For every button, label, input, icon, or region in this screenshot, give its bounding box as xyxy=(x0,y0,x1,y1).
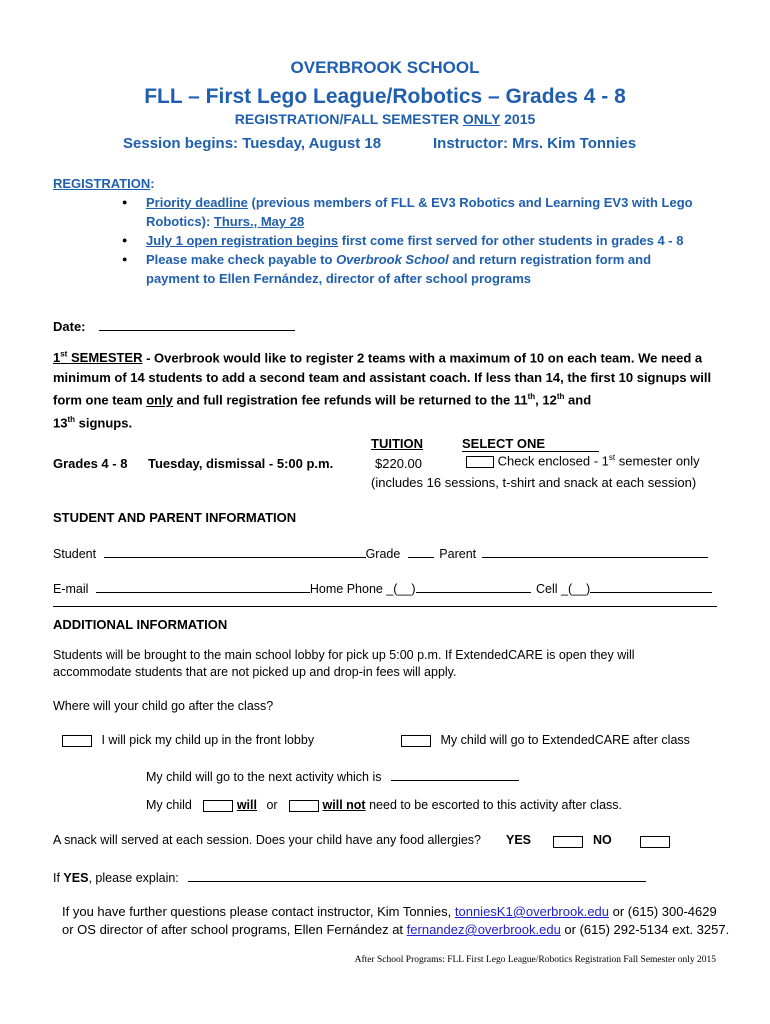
registration-semester: REGISTRATION/FALL SEMESTER ONLY 2015 xyxy=(234,111,536,127)
student-info-heading: STUDENT AND PARENT INFORMATION xyxy=(53,510,297,525)
pickup-paragraph: Students will be brought to the main school lobby for pick up 5:00 p.m. If ExtendedCARE is open they will accommodate students that are not picked up and drop-in fees will apply. xyxy=(53,648,635,679)
grades-label: Grades 4 - 8 xyxy=(53,456,128,471)
yes-label: YES xyxy=(506,833,532,847)
divider xyxy=(53,606,717,607)
yes-checkbox[interactable] xyxy=(553,833,583,851)
student-row: Student Grade Parent xyxy=(53,545,708,561)
allergy-explain-input-line[interactable] xyxy=(188,869,646,882)
no-label: NO xyxy=(593,833,612,847)
yes-box[interactable] xyxy=(553,836,583,848)
extendedcare-checkbox[interactable] xyxy=(401,735,431,747)
no-checkbox[interactable] xyxy=(640,833,670,851)
tuition-price: $220.00 xyxy=(375,456,422,471)
registration-list xyxy=(120,193,720,288)
contact-line-2: or OS director of after school programs, Ellen Fernández at fernandez@overbrook.edu or (615) 292-5134 ext. 3257. xyxy=(62,922,730,937)
pickup-checkbox[interactable] xyxy=(62,735,92,747)
extendedcare-option[interactable]: My child will go to ExtendedCARE after class xyxy=(401,733,690,747)
session-begins: Session begins: Tuesday, August 18 xyxy=(123,135,382,152)
additional-info-heading: ADDITIONAL INFORMATION xyxy=(53,617,228,632)
select-one-heading: SELECT ONE xyxy=(462,436,599,452)
allergy-explain-row: If YES, please explain: xyxy=(53,869,646,885)
will-checkbox[interactable] xyxy=(203,800,233,812)
will-not-checkbox[interactable] xyxy=(289,800,319,812)
contact-row: E-mail Home Phone _(__) Cell _(__) xyxy=(53,580,712,596)
tuition-includes: (includes 16 sessions, t-shirt and snack at each session) xyxy=(371,475,697,490)
pickup-option[interactable]: I will pick my child up in the front lobby xyxy=(62,733,314,747)
semester-paragraph: 1st SEMESTER - Overbrook would like to register 2 teams with a maximum of 10 on each team. We need a minimum of 14 students to add a second team and assistant coach. If less than 14, the first 10 signups will form one team only and full registration fee refunds will be returned to the 11th, 12th and 13th signups. xyxy=(53,350,712,431)
school-name: OVERBROOK SCHOOL xyxy=(290,58,480,77)
director-email-link[interactable]: fernandez@overbrook.edu xyxy=(406,922,561,937)
registration-label: REGISTRATION: xyxy=(53,176,155,191)
list-item: ● Please make check payable to Overbrook School and return registration form and payment to Ellen Fernández, director of after school programs xyxy=(120,250,706,288)
email-input-line[interactable] xyxy=(96,580,310,593)
instructor: Instructor: Mrs. Kim Tonnies xyxy=(433,135,637,152)
cell-input-line[interactable] xyxy=(590,580,712,593)
page-footer: After School Programs: FLL First Lego League/Robotics Registration Fall Semester only 2015 xyxy=(354,955,716,965)
check-enclosed-checkbox[interactable] xyxy=(466,456,494,468)
student-input-line[interactable] xyxy=(104,545,366,558)
list-item: ● Priority deadline (previous members of FLL & EV3 Robotics and Learning EV3 with Lego Robotics): Thurs., May 28 xyxy=(120,193,706,231)
no-box[interactable] xyxy=(640,836,670,848)
date-field[interactable]: Date: xyxy=(53,318,295,334)
list-item: ● July 1 open registration begins first come first served for other students in grades 4 - 8 xyxy=(120,231,720,250)
contact-line-1: If you have further questions please contact instructor, Kim Tonnies, tonniesK1@overbrook.edu or (615) 300-4629 xyxy=(62,904,717,919)
check-enclosed-option[interactable]: Check enclosed - 1st semester only xyxy=(466,453,700,468)
tuition-heading: TUITION xyxy=(371,436,423,451)
instructor-email-link[interactable]: tonniesK1@overbrook.edu xyxy=(454,904,610,919)
next-activity-input-line[interactable] xyxy=(391,768,519,781)
escort-row: My child will or will not need to be escorted to this activity after class. xyxy=(146,798,622,812)
allergy-question: A snack will served at each session. Does your child have any food allergies? xyxy=(53,833,482,847)
day-label: Tuesday, dismissal - 5:00 p.m. xyxy=(148,456,334,471)
page-title: FLL – First Lego League/Robotics – Grades 4 - 8 xyxy=(144,85,626,108)
after-class-question: Where will your child go after the class? xyxy=(53,699,274,713)
home-phone-input-line[interactable] xyxy=(416,580,531,593)
parent-input-line[interactable] xyxy=(482,545,708,558)
grade-input-line[interactable] xyxy=(408,545,434,558)
date-input-line[interactable] xyxy=(99,318,295,331)
next-activity-row: My child will go to the next activity which is xyxy=(146,768,519,784)
